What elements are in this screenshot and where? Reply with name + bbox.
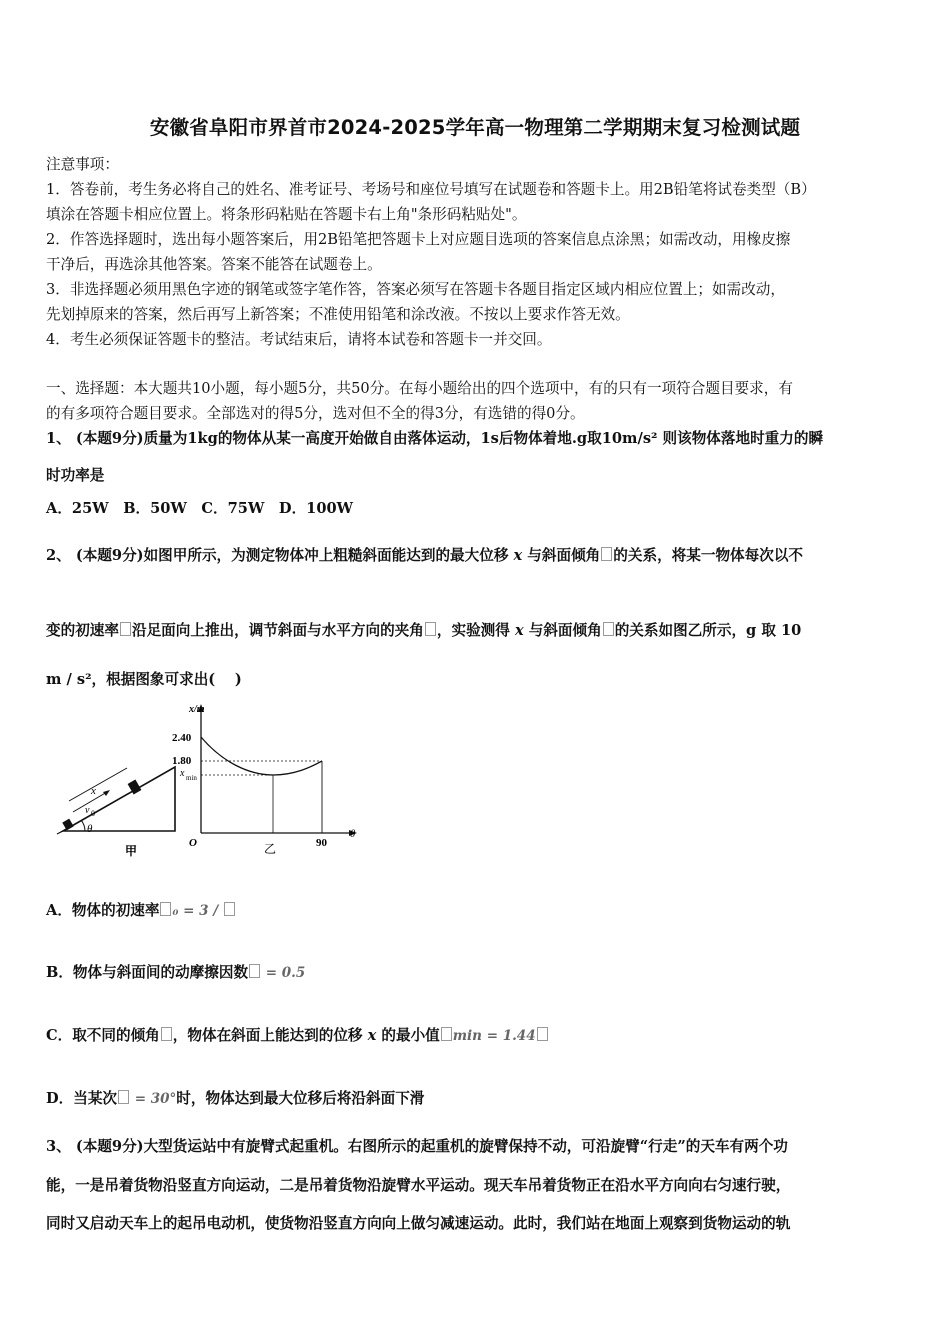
q2-text: 的关系，将某一物体每次以不 bbox=[613, 547, 804, 564]
question-1-options: A．25W B．50W C．75W D．100W bbox=[46, 500, 354, 517]
option-text: D．当某次 bbox=[46, 1090, 118, 1107]
q2-text: 与斜面倾角 bbox=[522, 547, 601, 564]
v0-placeholder-icon bbox=[120, 622, 131, 636]
question-2-option-c bbox=[46, 1024, 908, 1045]
incline-diagram bbox=[57, 767, 175, 858]
graph-y-tick: 2.40 bbox=[172, 732, 192, 744]
section-instructions: 的有多项符合题目要求。全部选对的得5分，选对但不全的得3分，有选错的得0分。 bbox=[46, 405, 585, 422]
option-text: C．取不同的倾角 bbox=[46, 1027, 160, 1044]
math-placeholder-icon bbox=[160, 902, 171, 916]
theta-placeholder-icon bbox=[601, 547, 612, 561]
graph-xmin-sub: min bbox=[186, 774, 197, 782]
q2-text: 沿足面向上推出，调节斜面与水平方向的夹角 bbox=[131, 622, 424, 639]
section-instructions: 一、选择题：本大题共10小题，每小题5分，共50分。在每小题给出的四个选项中，有的只有一项符合题目要求，有 bbox=[46, 380, 793, 397]
incline-x-label: x bbox=[91, 785, 96, 797]
notice-line: 先划掉原来的答案，然后再写上新答案；不准使用铅笔和涂改液。不按以上要求作答无效。 bbox=[46, 306, 630, 323]
question-2-option-b bbox=[46, 961, 908, 982]
option-text: ，物体在斜面上能达到的位移 bbox=[172, 1027, 368, 1044]
question-3-stem: 同时又启动天车上的起吊电动机，使货物沿竖直方向向上做匀减速运动。此时，我们站在地面上观察到货物运动的轨 bbox=[46, 1215, 791, 1232]
option-text: 的最小值 bbox=[376, 1027, 440, 1044]
question-2-stem: m / s²，根据图象可求出( ) bbox=[46, 671, 242, 688]
graph-origin-label: O bbox=[189, 837, 197, 849]
incline-theta-label: θ bbox=[87, 823, 93, 835]
q2-var: x bbox=[514, 622, 524, 639]
question-2-option-d bbox=[46, 1087, 908, 1108]
figure-label-jia: 甲 bbox=[125, 844, 138, 858]
q2-text: 2、 (本题9分)如图甲所示，为测定物体冲上粗糙斜面能达到的最大位移 bbox=[46, 547, 514, 564]
question-3-stem: 能，一是吊着货物沿竖直方向运动，二是吊着货物沿旋臂水平运动。现天车吊着货物正在沿水平方向向右匀速行驶， bbox=[46, 1177, 791, 1194]
graph-x-tick: 90 bbox=[316, 837, 327, 849]
option-text: A．物体的初速率 bbox=[46, 902, 160, 919]
math-placeholder-icon bbox=[161, 1027, 172, 1041]
incline-v-label: v bbox=[85, 805, 90, 816]
question-2-figure bbox=[55, 700, 365, 860]
figure-label-yi: 乙 bbox=[264, 842, 277, 856]
notice-line: 4．考生必须保证答题卡的整洁。考试结束后，请将本试卷和答题卡一并交回。 bbox=[46, 331, 552, 348]
option-math: ₀ = 3 / bbox=[172, 903, 223, 919]
q2-text: 与斜面倾角 bbox=[523, 622, 602, 639]
math-placeholder-icon bbox=[118, 1090, 129, 1104]
math-placeholder-icon bbox=[249, 964, 260, 978]
question-2-option-a bbox=[46, 899, 908, 920]
theta-placeholder-icon bbox=[603, 622, 614, 636]
notice-line: 2．作答选择题时，选出每小题答案后，用2B铅笔把答题卡上对应题目选项的答案信息点涂黑；如需改动，用橡皮擦 bbox=[46, 231, 791, 248]
graph-y-axis-label: x/m bbox=[189, 704, 205, 715]
notice-line: 1．答卷前，考生务必将自己的姓名、准考证号、考场号和座位号填写在试题卷和答题卡上。用2B铅笔将试卷类型（B） bbox=[46, 181, 816, 198]
notice-heading: 注意事项： bbox=[46, 156, 119, 173]
x-theta-graph bbox=[172, 704, 357, 856]
graph-x-axis-label: θ bbox=[350, 828, 356, 840]
question-1-stem: 时功率是 bbox=[46, 467, 105, 484]
question-1-stem: 1、 (本题9分)质量为1kg的物体从某一高度开始做自由落体运动，1s后物体着地.g取10m/s² 则该物体落地时重力的瞬 bbox=[46, 430, 824, 447]
math-placeholder-icon bbox=[441, 1027, 452, 1041]
option-math: = 0.5 bbox=[261, 965, 306, 981]
option-math: = 30° bbox=[130, 1091, 177, 1107]
q2-text: 的关系如图乙所示，g 取 10 bbox=[614, 622, 802, 639]
question-3-stem: 3、 (本题9分)大型货运站中有旋臂式起重机。右图所示的起重机的旋臂保持不动，可沿旋臂“行走”的天车有两个功 bbox=[46, 1138, 788, 1155]
q2-var: x bbox=[513, 547, 523, 564]
q2-text: ，实验测得 bbox=[436, 622, 515, 639]
option-var: x bbox=[367, 1027, 377, 1044]
question-2-stem bbox=[46, 619, 908, 640]
question-2-stem bbox=[46, 544, 908, 565]
math-placeholder-icon bbox=[224, 902, 235, 916]
graph-xmin-label: x bbox=[180, 768, 185, 779]
notice-line: 填涂在答题卡相应位置上。将条形码粘贴在答题卡右上角"条形码粘贴处"。 bbox=[46, 206, 527, 223]
q2-text: 变的初速率 bbox=[46, 622, 119, 639]
graph-y-tick: 1.80 bbox=[172, 755, 192, 767]
option-text: B．物体与斜面间的动摩擦因数 bbox=[46, 964, 249, 981]
notice-line: 干净后，再选涂其他答案。答案不能答在试题卷上。 bbox=[46, 256, 382, 273]
option-math: min = 1.44 bbox=[452, 1028, 536, 1044]
incline-v-sub: 0 bbox=[91, 809, 95, 818]
notice-line: 3．非选择题必须用黑色字迹的钢笔或签字笔作答，答案必须写在答题卡各题目指定区域内相应位置上；如需改动， bbox=[46, 281, 785, 298]
page-title: 安徽省阜阳市界首市2024-2025学年高一物理第二学期期末复习检测试题 bbox=[149, 116, 801, 139]
option-text: 时，物体达到最大位移后将沿斜面下滑 bbox=[176, 1090, 425, 1107]
math-placeholder-icon bbox=[537, 1027, 548, 1041]
theta-placeholder-icon bbox=[425, 622, 436, 636]
